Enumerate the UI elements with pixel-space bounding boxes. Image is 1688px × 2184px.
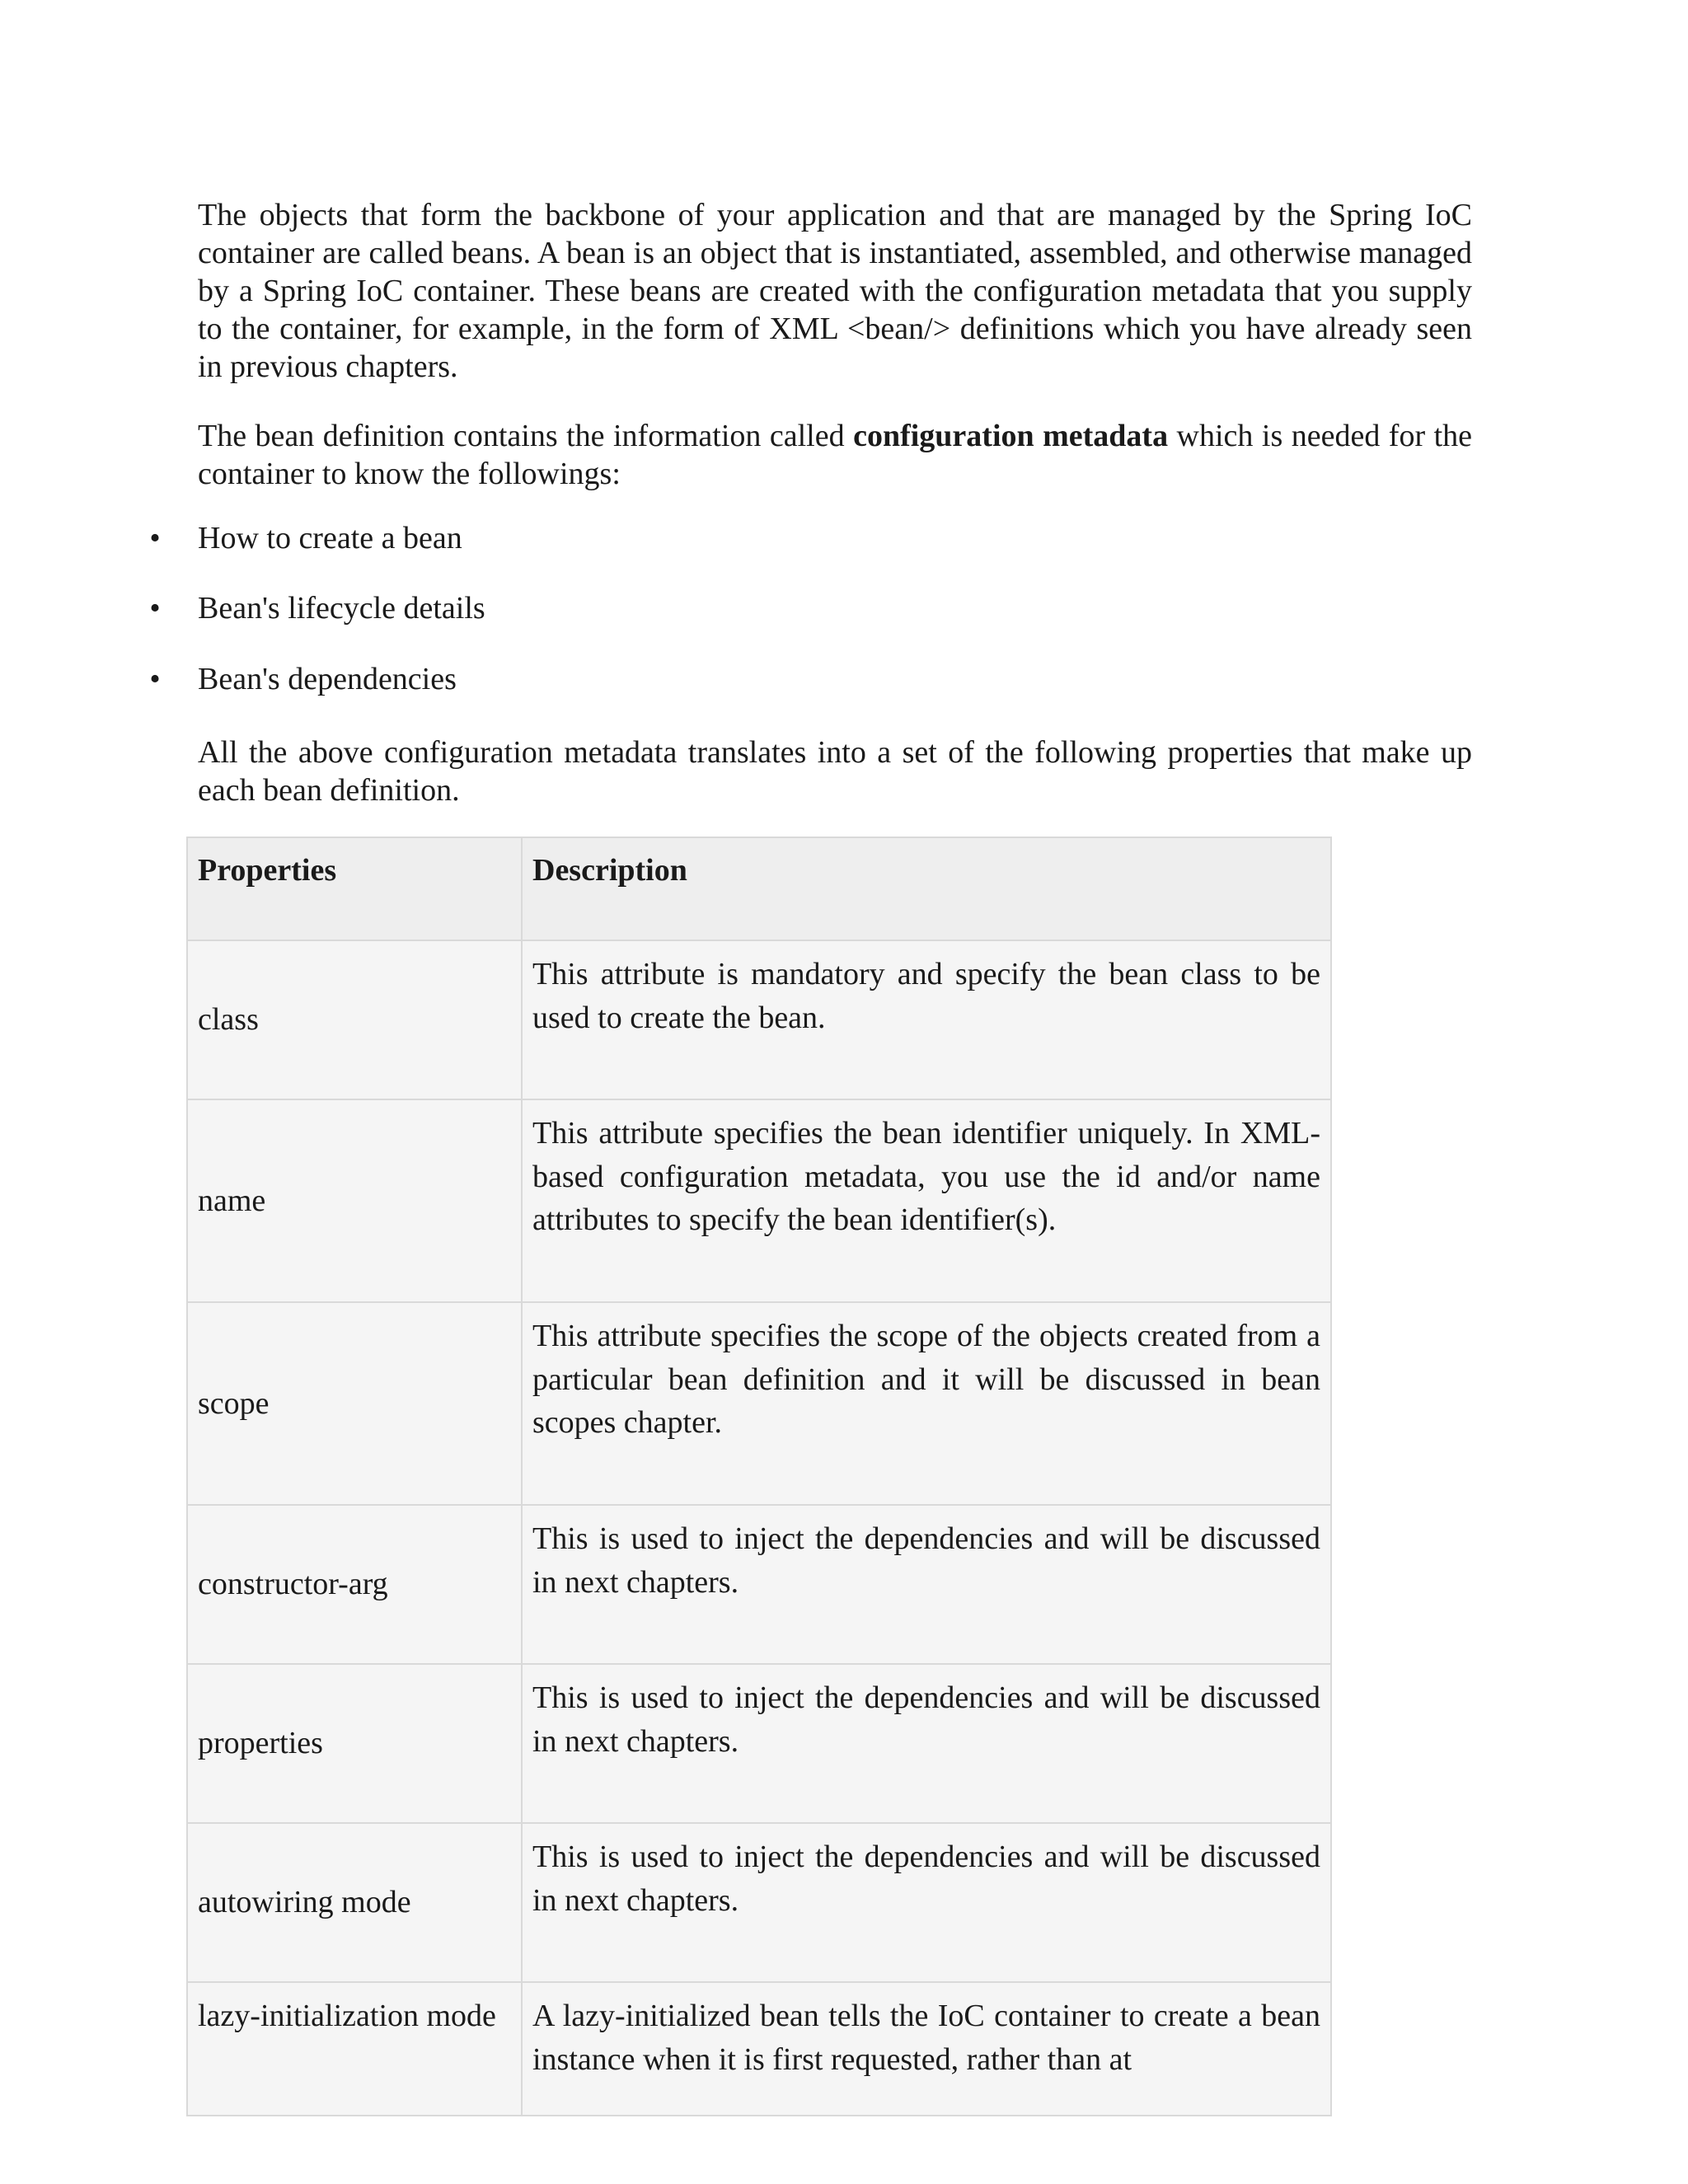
definition-paragraph <box>198 417 1472 493</box>
bullet-icon: • <box>149 521 161 555</box>
table-row <box>187 1302 1331 1505</box>
table-row <box>187 1982 1331 2116</box>
intro-paragraph: The objects that form the backbone of your application and that are managed by the Spring IoC container are called beans. A bean is an object that is instantiated, assembled, and otherwise managed by a Spring IoC container. These beans are created with the configuration metadata that you supply to the container, for example, in the form of XML <bean/> definitions which you have already seen in previous chapters. <box>198 198 1472 384</box>
bean-properties-table <box>186 837 1332 2116</box>
header-description: Description <box>522 837 1331 940</box>
table-row <box>187 1505 1331 1664</box>
property-cell: autowiring mode <box>187 1823 522 1982</box>
summary-paragraph: All the above configuration metadata translates into a set of the following properties that make up each bean definition. <box>198 735 1472 808</box>
table-row <box>187 1099 1331 1302</box>
table-row <box>187 1823 1331 1982</box>
property-cell: class <box>187 940 522 1099</box>
list-item <box>149 519 1187 557</box>
description-cell: This is used to inject the dependencies and will be discussed in next chapters. <box>522 1505 1331 1664</box>
description-cell: This attribute specifies the bean identifier uniquely. In XML-based configuration metadata, you use the id and/or name attributes to specify the bean identifier(s). <box>522 1099 1331 1302</box>
description-cell: This attribute is mandatory and specify the bean class to be used to create the bean. <box>522 940 1331 1099</box>
property-cell: scope <box>187 1302 522 1505</box>
description-cell: A lazy-initialized bean tells the IoC container to create a bean instance when it is first requested, rather than at <box>522 1982 1331 2116</box>
header-properties: Properties <box>187 837 522 940</box>
description-cell: This is used to inject the dependencies and will be discussed in next chapters. <box>522 1664 1331 1823</box>
property-cell: constructor-arg <box>187 1505 522 1664</box>
property-cell: properties <box>187 1664 522 1823</box>
definition-text-after: which is needed for the container to know the followings: <box>198 419 1472 491</box>
table-row <box>187 1664 1331 1823</box>
definition-bold-term: configuration metadata <box>853 419 1169 453</box>
description-cell: This is used to inject the dependencies and will be discussed in next chapters. <box>522 1823 1331 1982</box>
list-item-text: Bean's dependencies <box>198 662 457 696</box>
description-cell: This attribute specifies the scope of the objects created from a particular bean definition and it will be discussed in bean scopes chapter. <box>522 1302 1331 1505</box>
list-item-text: Bean's lifecycle details <box>198 591 485 626</box>
list-item <box>149 589 1187 627</box>
list-item <box>149 660 1187 698</box>
definition-text-before: The bean definition contains the information called <box>198 419 854 453</box>
property-cell: lazy-initialization mode <box>187 1982 522 2116</box>
property-cell: name <box>187 1099 522 1302</box>
list-item-text: How to create a bean <box>198 521 462 555</box>
bullet-icon: • <box>149 662 161 696</box>
bullet-icon: • <box>149 591 161 626</box>
table-header-row <box>187 837 1331 940</box>
table-row <box>187 940 1331 1099</box>
